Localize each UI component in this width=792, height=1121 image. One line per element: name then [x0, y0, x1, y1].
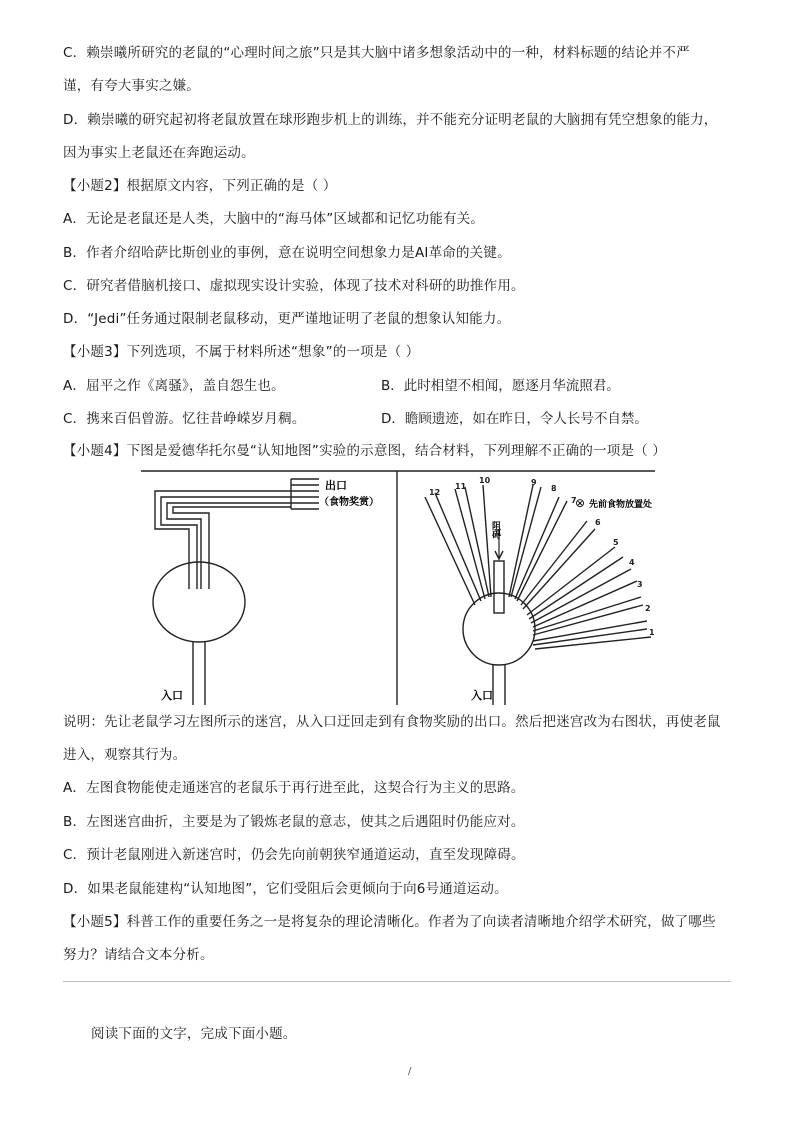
q3-option-c: C．携来百侣曾游。忆往昔峥嵘岁月稠。	[63, 411, 306, 427]
q2-option-a: A．无论是老鼠还是人类，大脑中的“海马体”区域都和记忆功能有关。	[63, 211, 485, 227]
q4-option-b: B．左图迷宫曲折，主要是为了锻炼老鼠的意志，使其之后遇阻时仍能应对。	[63, 814, 525, 830]
left-maze	[153, 479, 319, 705]
channel-label: 5	[613, 538, 619, 547]
channel-label: 3	[637, 580, 643, 589]
channel-label: 1	[649, 628, 655, 637]
text-line: 谨，有夸大事实之嫌。	[63, 78, 200, 94]
text-line: C．赖崇曦所研究的老鼠的“心理时间之旅”只是其大脑中诸多想象活动中的一种，材料标题的结论并不严	[63, 45, 690, 61]
question-2-stem: 【小题2】根据原文内容，下列正确的是（ ）	[63, 178, 337, 194]
legend-label: 先前食物放置处	[589, 500, 653, 510]
channel-label: 6	[595, 518, 601, 527]
maze-figure	[139, 469, 657, 707]
channel-label: 2	[645, 604, 651, 613]
text-line: 因为事实上老鼠还在奔跑运动。	[63, 145, 255, 161]
channel-label: 10	[479, 476, 491, 485]
q4-option-a: A．左图食物能使走通迷宫的老鼠乐于再行进至此，这契合行为主义的思路。	[63, 780, 525, 796]
right-maze	[425, 485, 651, 705]
q4-option-c: C．预计老鼠刚进入新迷宫时，仍会先向前朝狭窄通道运动，直至发现障碍。	[63, 847, 525, 863]
channel-label: 4	[629, 558, 635, 567]
q2-option-b: B．作者介绍哈萨比斯创业的事例，意在说明空间想象力是AI革命的关键。	[63, 245, 511, 261]
left-entrance-label: 入口	[161, 689, 183, 702]
text-line: D．赖崇曦的研究起初将老鼠放置在球形跑步机上的训练，并不能充分证明老鼠的大脑拥有凭空想象的能力，	[63, 112, 718, 128]
channel-label: 8	[551, 484, 557, 493]
q2-option-c: C．研究者借脑机接口、虚拟现实设计实验，体现了技术对科研的助推作用。	[63, 278, 525, 294]
section-divider	[63, 981, 731, 982]
footer-mark: /	[408, 1066, 412, 1077]
q3-option-d: D．瞻顾遗迹，如在昨日，令人长号不自禁。	[381, 411, 648, 427]
channel-label: 12	[429, 488, 441, 497]
left-chamber	[153, 562, 245, 642]
blocked-channel	[494, 561, 504, 613]
channel-label: 9	[531, 478, 537, 487]
figure-caption-cont: 进入，观察其行为。	[63, 747, 187, 763]
right-entrance-label: 入口	[471, 689, 493, 702]
block-label: 阻碍	[490, 521, 500, 539]
question-3-stem: 【小题3】下列选项，不属于材料所述“想象”的一项是（ ）	[63, 344, 420, 360]
q3-option-a: A．屈平之作《离骚》，盖自怨生也。	[63, 378, 285, 394]
question-4-stem: 【小题4】下图是爱德华托尔曼“认知地图”实验的示意图，结合材料，下列理解不正确的一项是（ ）	[63, 443, 667, 459]
figure-caption: 说明：先让老鼠学习左图所示的迷宫，从入口迂回走到有食物奖励的出口。然后把迷宫改为右图状，再使老鼠	[63, 714, 721, 730]
question-5-stem: 【小题5】科普工作的重要任务之一是将复杂的理论清晰化。作者为了向读者清晰地介绍学术研究，做了哪些	[63, 914, 716, 930]
question-5-cont: 努力？请结合文本分析。	[63, 947, 214, 963]
reading-prompt: 阅读下面的文字，完成下面小题。	[91, 1026, 297, 1042]
q2-option-d: D．“Jedi”任务通过限制老鼠移动，更严谨地证明了老鼠的想象认知能力。	[63, 311, 511, 327]
legend-mark-icon: ⊗	[575, 496, 586, 510]
channel-label: 7	[571, 496, 577, 505]
left-exit-label: 出口	[325, 479, 347, 492]
channel-label: 11	[455, 482, 467, 491]
left-reward-label: （食物奖赏）	[319, 497, 379, 508]
q3-option-b: B．此时相望不相闻，愿逐月华流照君。	[381, 378, 620, 394]
q4-option-d: D．如果老鼠能建构“认知地图”，它们受阻后会更倾向于向6号通道运动。	[63, 881, 508, 897]
